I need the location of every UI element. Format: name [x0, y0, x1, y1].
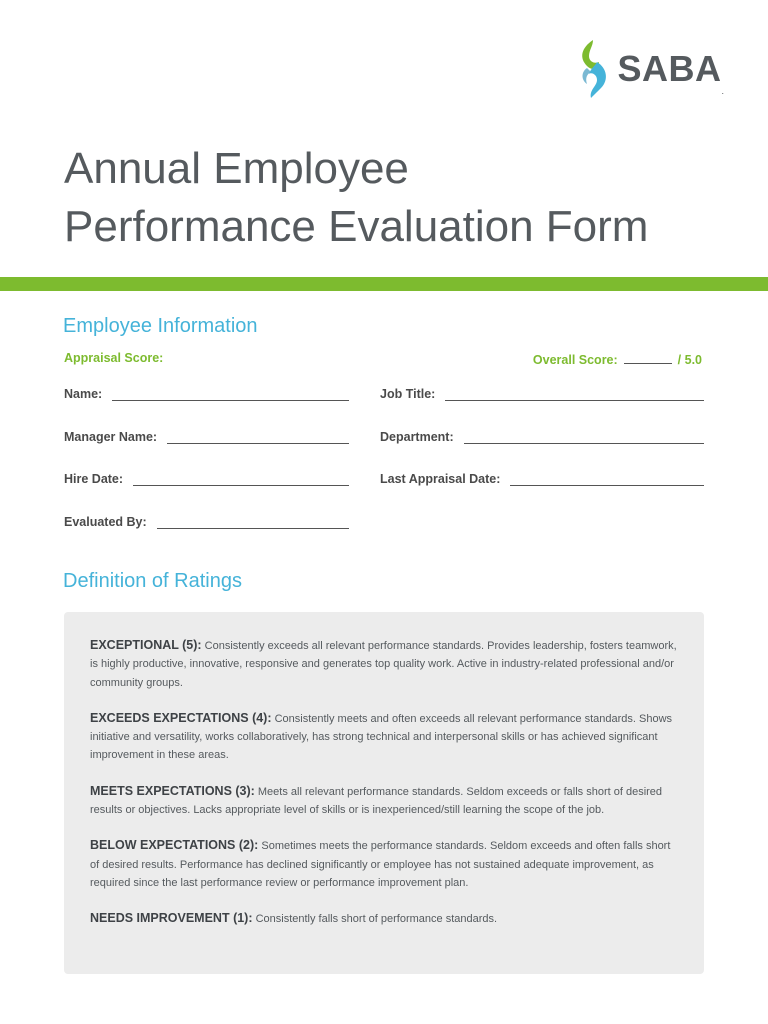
rating-description: Sometimes meets the performance standards. Seldom exceeds and often falls short of desired results. Performance has declined significantly or employee has not sustained adequate improvement, as required since the last performance review or performance improvement plan. [90, 840, 671, 889]
saba-logo-icon [577, 38, 611, 100]
department-field [380, 430, 704, 444]
name-input-line[interactable] [112, 388, 349, 401]
rating-name: MEETS EXPECTATIONS (3): [90, 783, 255, 798]
saba-wordmark-dot: . [721, 86, 724, 96]
department-input-line[interactable] [464, 431, 704, 444]
last-appraisal-date-label: Last Appraisal Date: [380, 472, 501, 486]
hire-date-field [64, 472, 349, 486]
evaluated-by-label: Evaluated By: [64, 515, 147, 529]
overall-score-label: Overall Score: [532, 353, 618, 367]
rating-name: NEEDS IMPROVEMENT (1): [90, 911, 253, 926]
rating-exceptional [90, 636, 678, 692]
hire-date-label: Hire Date: [64, 472, 124, 486]
manager-name-field [64, 430, 349, 444]
rating-name: EXCEPTIONAL (5): [90, 638, 202, 652]
rating-exceeds-expectations [90, 709, 678, 765]
evaluated-by-field [64, 515, 349, 529]
employee-information-heading: Employee Information [63, 315, 258, 337]
rating-needs-improvement [90, 909, 678, 928]
department-label: Department: [380, 430, 454, 444]
title-divider-bar [0, 277, 768, 291]
rating-name: EXCEEDS EXPECTATIONS (4): [90, 710, 272, 725]
page-title-line-2: Performance Evaluation Form [64, 202, 649, 251]
rating-description: Meets all relevant performance standards. Seldom exceeds or falls short of desired results or objectives. Lacks appropriate level of skills or is inexperienced/still learning the scope of the job. [90, 785, 663, 817]
saba-logo [577, 38, 724, 100]
overall-score-suffix: / 5.0 [677, 353, 702, 367]
name-label: Name: [64, 387, 103, 401]
rating-description: Consistently meets and often exceeds all relevant performance standards. Shows initiative and versatility, works collaboratively, has strong technical and interpersonal skills or has achieved significant improvement in these areas. [90, 712, 673, 762]
page-title [64, 140, 648, 256]
rating-description: Consistently falls short of performance standards. [255, 913, 498, 926]
definition-of-ratings-heading: Definition of Ratings [63, 570, 242, 592]
saba-wordmark: SABA [617, 48, 722, 89]
job-title-label: Job Title: [380, 387, 436, 401]
last-appraisal-date-input-line[interactable] [510, 473, 704, 486]
last-appraisal-date-field [380, 472, 704, 486]
rating-description: Consistently exceeds all relevant performance standards. Provides leadership, fosters teamwork, is highly productive, innovative, responsive and generates top quality work. Active in industry-related professional and/or community groups. [90, 640, 677, 689]
job-title-input-line[interactable] [445, 388, 704, 401]
manager-name-label: Manager Name: [64, 430, 158, 444]
evaluated-by-input-line[interactable] [157, 516, 349, 529]
rating-meets-expectations [90, 782, 678, 820]
appraisal-score-label: Appraisal Score: [64, 351, 164, 365]
overall-score [533, 351, 702, 367]
job-title-field [380, 387, 704, 401]
rating-below-expectations [90, 836, 678, 892]
ratings-definition-box [64, 612, 704, 974]
manager-name-input-line[interactable] [167, 431, 349, 444]
hire-date-input-line[interactable] [133, 473, 349, 486]
rating-name: BELOW EXPECTATIONS (2): [90, 838, 259, 853]
page-title-line-1: Annual Employee [64, 144, 409, 193]
overall-score-input-line[interactable] [624, 351, 672, 364]
name-field [64, 387, 349, 401]
